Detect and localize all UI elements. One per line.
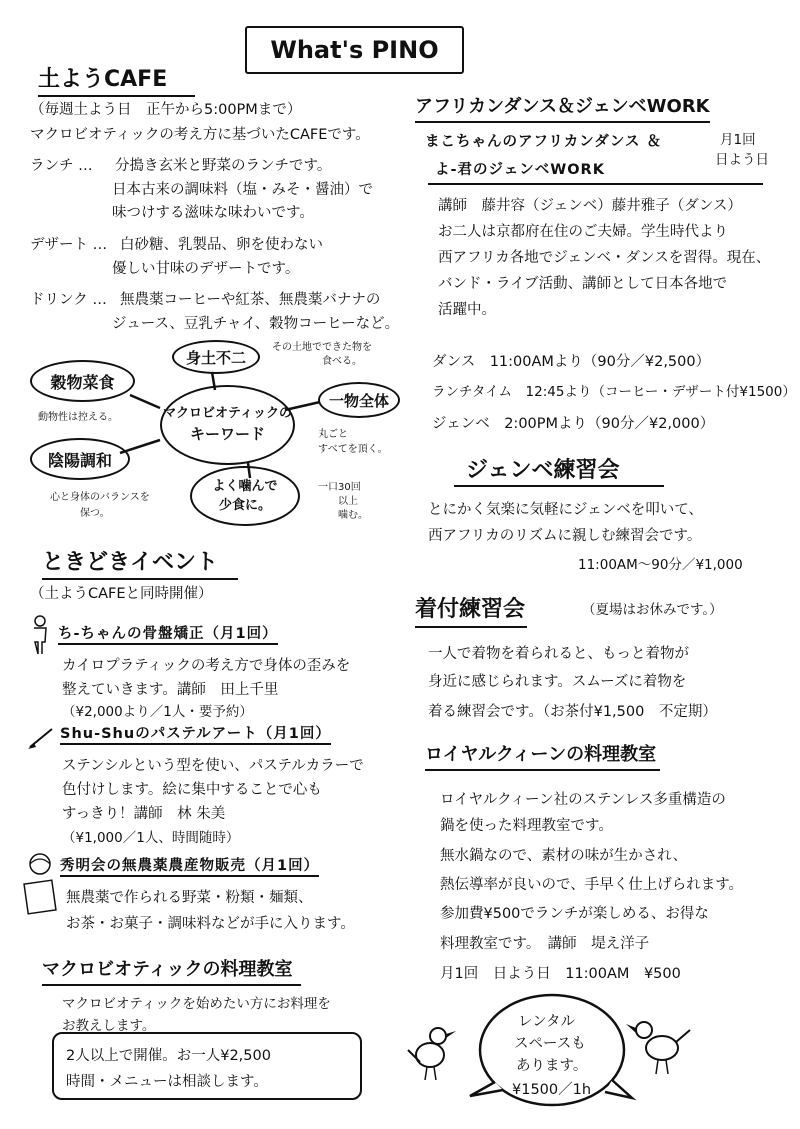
keyword-ichibutsu-note-2: すべてを頂く。: [318, 444, 388, 455]
royal-line-7: 月1回 日よう日 11:00AM ¥500: [440, 966, 681, 982]
event-2-title: Shu-Shuのパステルアート（月1回）: [60, 722, 331, 745]
kimono-line-1: 一人で着物を着られると、もっと着物が: [428, 646, 689, 662]
djembe-practice-time: 11:00AM～90分／¥1,000: [578, 557, 743, 573]
event-2-line-4: （¥1,000／1人、時間随時）: [62, 830, 240, 846]
royal-line-5: 参加費¥500でランチが楽しめる、お得な: [440, 906, 709, 922]
drink-label: ドリンク …: [30, 292, 107, 308]
keyword-ichibutsu-note-1: 丸ごと: [318, 429, 348, 440]
cafe-heading: 土ようCAFE: [38, 62, 195, 97]
royal-heading: ロイヤルクィーンの料理教室: [425, 740, 660, 771]
cafe-intro: マクロビオティックの考え方に基づいたCAFEです。: [30, 127, 370, 143]
keyword-kande-2: 少食に。: [218, 498, 271, 513]
dessert-line-1: 白砂糖、乳製品、卵を使わない: [120, 237, 323, 253]
keyword-inyo-note-1: 心と身体のバランスを: [50, 492, 150, 503]
djembe-practice-line-2: 西アフリカのリズムに親しむ練習会です。: [428, 528, 702, 544]
keyword-shindo-note-1: その土地でできた物を: [272, 342, 372, 353]
event-2-line-2: 色付けします。絵に集中することで心も: [62, 782, 322, 798]
drink-line-2: ジュース、豆乳チャイ、穀物コーヒーなど。: [112, 316, 400, 332]
african-freq-2: 日よう日: [715, 152, 769, 168]
keyword-kokumotsu-note: 動物性は控える。: [38, 412, 118, 423]
kimono-heading: 着付練習会: [415, 592, 527, 628]
event-1-line-3: （¥2,000より／1人・要予約）: [62, 704, 253, 720]
keyword-shindo-note-2: 食べる。: [322, 356, 362, 367]
rental-line-1: レンタル: [518, 1014, 576, 1030]
macro-class-box-line-2: 時間・メニューは相談します。: [66, 1074, 268, 1090]
dessert-line-2: 優しい甘味のデザートです。: [112, 261, 300, 277]
african-line-5: 活躍中。: [438, 302, 496, 318]
djembe-practice-line-1: とにかく気楽に気軽にジェンベを叩いて、: [428, 502, 703, 518]
rental-line-2: スペースも: [514, 1036, 586, 1052]
keyword-center-text-2: キーワード: [189, 424, 265, 443]
event-3-line-2: お茶・お菓子・調味料などが手に入ります。: [66, 916, 355, 932]
royal-line-6: 料理教室です。 講師 堤え洋子: [440, 936, 650, 952]
kimono-line-2: 身近に感じられます。スムーズに着物を: [428, 674, 687, 690]
macro-class-line-2: お教えします。: [62, 1018, 156, 1034]
macro-class-line-1: マクロビオティックを始めたい方にお料理を: [62, 996, 331, 1012]
keyword-inyo-bubble: 陰陽調和: [30, 438, 130, 480]
macro-class-box-line-1: 2人以上で開催。お一人¥2,500: [66, 1048, 271, 1064]
royal-line-2: 鍋を使った料理教室です。: [440, 818, 613, 834]
event-2-line-1: ステンシルという型を使い、パステルカラーで: [62, 758, 364, 774]
events-sub: （土ようCAFEと同時開催）: [30, 586, 213, 602]
african-djembe: ジェンベ 2:00PMより（90分／¥2,000）: [432, 416, 715, 432]
drink-line-1: 無農薬コーヒーや紅茶、無農薬バナナの: [120, 292, 381, 308]
lunch-line-2: 日本古来の調味料（塩・みそ・醤油）で: [112, 182, 373, 198]
keyword-kokumotsu-bubble: 穀物菜食: [30, 360, 135, 402]
lunch-label: ランチ …: [30, 158, 93, 174]
african-sub-1: まこちゃんのアフリカンダンス ＆: [425, 134, 662, 150]
rental-line-3: あります。: [516, 1058, 588, 1074]
dessert-label: デザート …: [30, 237, 108, 253]
lunch-line-3: 味つけする滋味な味わいです。: [112, 205, 314, 221]
event-3-line-1: 無農薬で作られる野菜・粉類・麺類、: [66, 890, 313, 906]
lunch-line-1: 分搗き玄米と野菜のランチです。: [115, 158, 332, 174]
african-line-3: 西アフリカ各地でジェンベ・ダンスを習得。現在、: [438, 250, 771, 266]
event-1-line-2: 整えていきます。講師 田上千里: [62, 682, 279, 698]
kimono-line-3: 着る練習会です。（お茶付¥1,500 不定期）: [428, 704, 717, 720]
african-line-2: お二人は京都府在住のご夫婦。学生時代より: [438, 224, 728, 240]
african-line-4: バンド・ライブ活動、講師として日本各地で: [438, 276, 728, 292]
keyword-ichibutsu-bubble: 一物全体: [318, 382, 400, 418]
african-sub-2: よ-君のジェンベWORK: [435, 162, 605, 178]
events-heading: ときどきイベント: [42, 545, 238, 580]
african-dance: ダンス 11:00AMより（90分／¥2,500）: [432, 354, 711, 370]
keyword-kande-note-3: 噛む。: [338, 510, 368, 521]
royal-line-4: 熱伝導率が良いので、手早く仕上げられます。: [440, 877, 744, 893]
event-1-line-1: カイロプラティックの考え方で身体の歪みを: [62, 658, 351, 674]
cafe-hours: （毎週土よう日 正午から5:00PMまで）: [30, 102, 302, 118]
royal-line-1: ロイヤルクィーン社のステンレス多重構造の: [440, 792, 726, 808]
african-freq-1: 月1回: [720, 132, 756, 148]
macro-class-heading: マクロビオティックの料理教室: [42, 955, 301, 986]
african-line-1: 講師 藤井容（ジェンベ）藤井雅子（ダンス）: [438, 198, 742, 214]
rental-line-4: ¥1500／1h: [512, 1082, 592, 1098]
african-heading: アフリカンダンス＆ジェンベWORK: [415, 92, 710, 123]
event-1-title: ち-ちゃんの骨盤矯正（月1回）: [58, 622, 278, 645]
djembe-practice-heading: ジェンベ練習会: [466, 458, 620, 483]
keyword-center-text: マクロビオティックの: [163, 406, 292, 422]
keyword-kande-1: よく噛んで: [212, 478, 278, 494]
african-lunch: ランチタイム 12:45より（コーヒー・デザート付¥1500）: [432, 384, 796, 400]
kimono-note: （夏場はお休みです。）: [582, 602, 723, 618]
keyword-inyo-note-2: 保つ。: [80, 508, 110, 519]
keyword-kande-note-2: 以上: [338, 496, 358, 507]
page-title: What's PINO: [245, 26, 464, 74]
keyword-shindo-bubble: 身土不二: [172, 340, 260, 374]
event-2-line-3: すっきり！講師 林 朱美: [62, 806, 226, 822]
event-3-title: 秀明会の無農薬農産物販売（月1回）: [60, 854, 319, 877]
right-bird-icon: [626, 1022, 690, 1074]
left-bird-icon: [408, 1028, 456, 1080]
keyword-kande-note-1: 一口30回: [318, 482, 361, 493]
royal-line-3: 無水鍋なので、素材の味が生かされ、: [440, 848, 688, 864]
